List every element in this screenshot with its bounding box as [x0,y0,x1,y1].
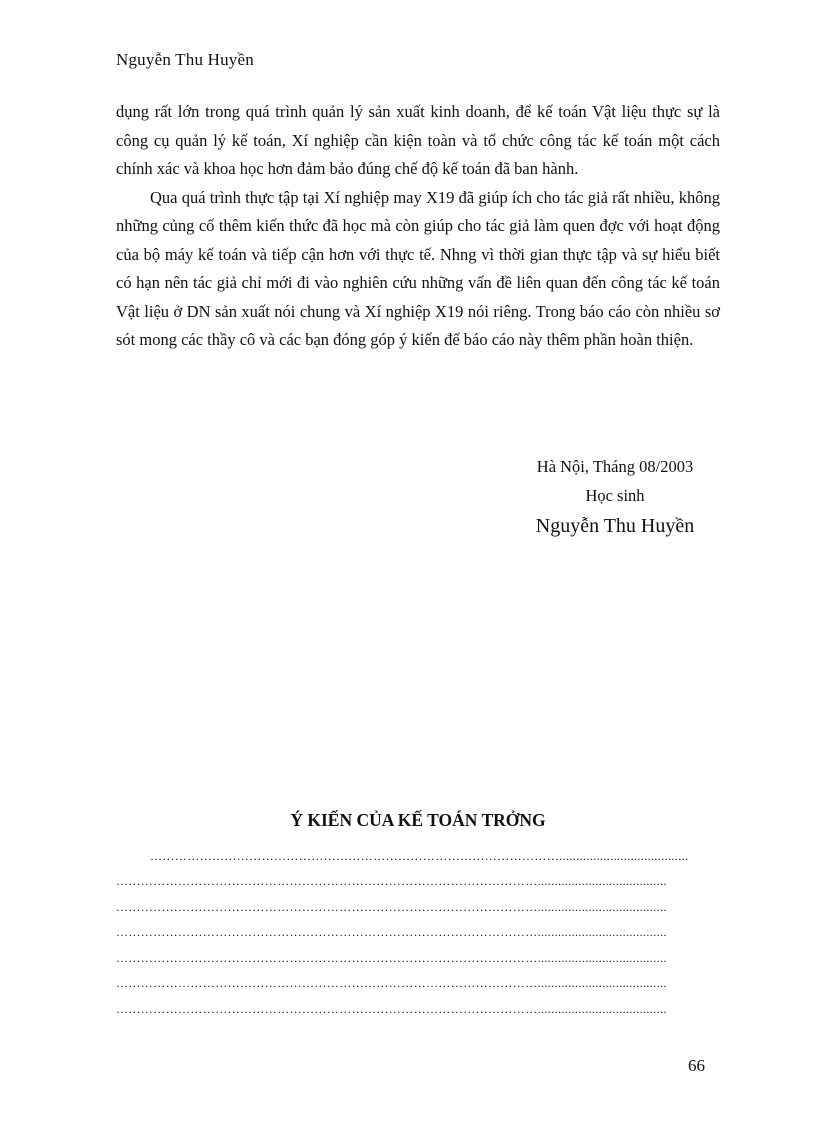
comment-section-title: Ý KIẾN CỦA KẾ TOÁN TRỞNG [290,810,546,830]
comment-line: …………………………………………………………………………………………...................................... [116,1001,667,1016]
comment-line: …………………………………………………………………………………………...................................... [116,925,667,939]
paragraph-continuation: dụng rất lớn trong quá trình quản lý sản xuất kinh doanh, để kế toán Vật liệu thực sự là công cụ quản lý kế toán, Xí nghiệp cần kiện toàn và tổ chức công tác kế toán một cách chính xác và khoa học hơn đảm bảo đúng chế độ kế toán đã ban hành. [116,102,720,178]
page-number: 66 [688,1056,705,1075]
signature-name: Nguyễn Thu Huyền [535,515,695,537]
signature-block [500,452,730,542]
paragraph-conclusion: Qua quá trình thực tập tại Xí nghiệp may X19 đã giúp ích cho tác giả rất nhiều, không những củng cố thêm kiến thức đã học mà còn giúp cho tác giả làm quen đợc với hoạt động của bộ máy kế toán và tiếp cận hơn với thực tế. Nhng vì thời gian thực tập và sự hiểu biết có hạn nên tác giả chỉ mới đi vào nghiên cứu những vấn đề liên quan đến công tác kế toán Vật liệu ở DN sản xuất nói chung và Xí nghiệp X19 nói riêng. Trong báo cáo còn nhiều sơ sót mong các thầy cô và các bạn đóng góp ý kiến để báo cáo này thêm phần hoàn thiện. [116,187,720,349]
comment-line: …………………………………………………………………………………………...................................... [116,874,667,888]
body-text [116,98,720,355]
comment-lines [116,840,720,1019]
signature-role: Học sinh [585,486,645,505]
running-header-author: Nguyễn Thu Huyền [116,50,254,69]
comment-line: …………………………………………………………………………………………...................................... [116,899,667,914]
signature-place-date: Hà Nội, Tháng 08/2003 [536,457,694,476]
comment-line: …………………………………………………………………………………………...................................... [116,976,667,990]
comment-line: …………………………………………………………………………………………...................................... [116,950,667,965]
comment-line: ………………………………………………………………………………………...................................... [150,848,689,863]
